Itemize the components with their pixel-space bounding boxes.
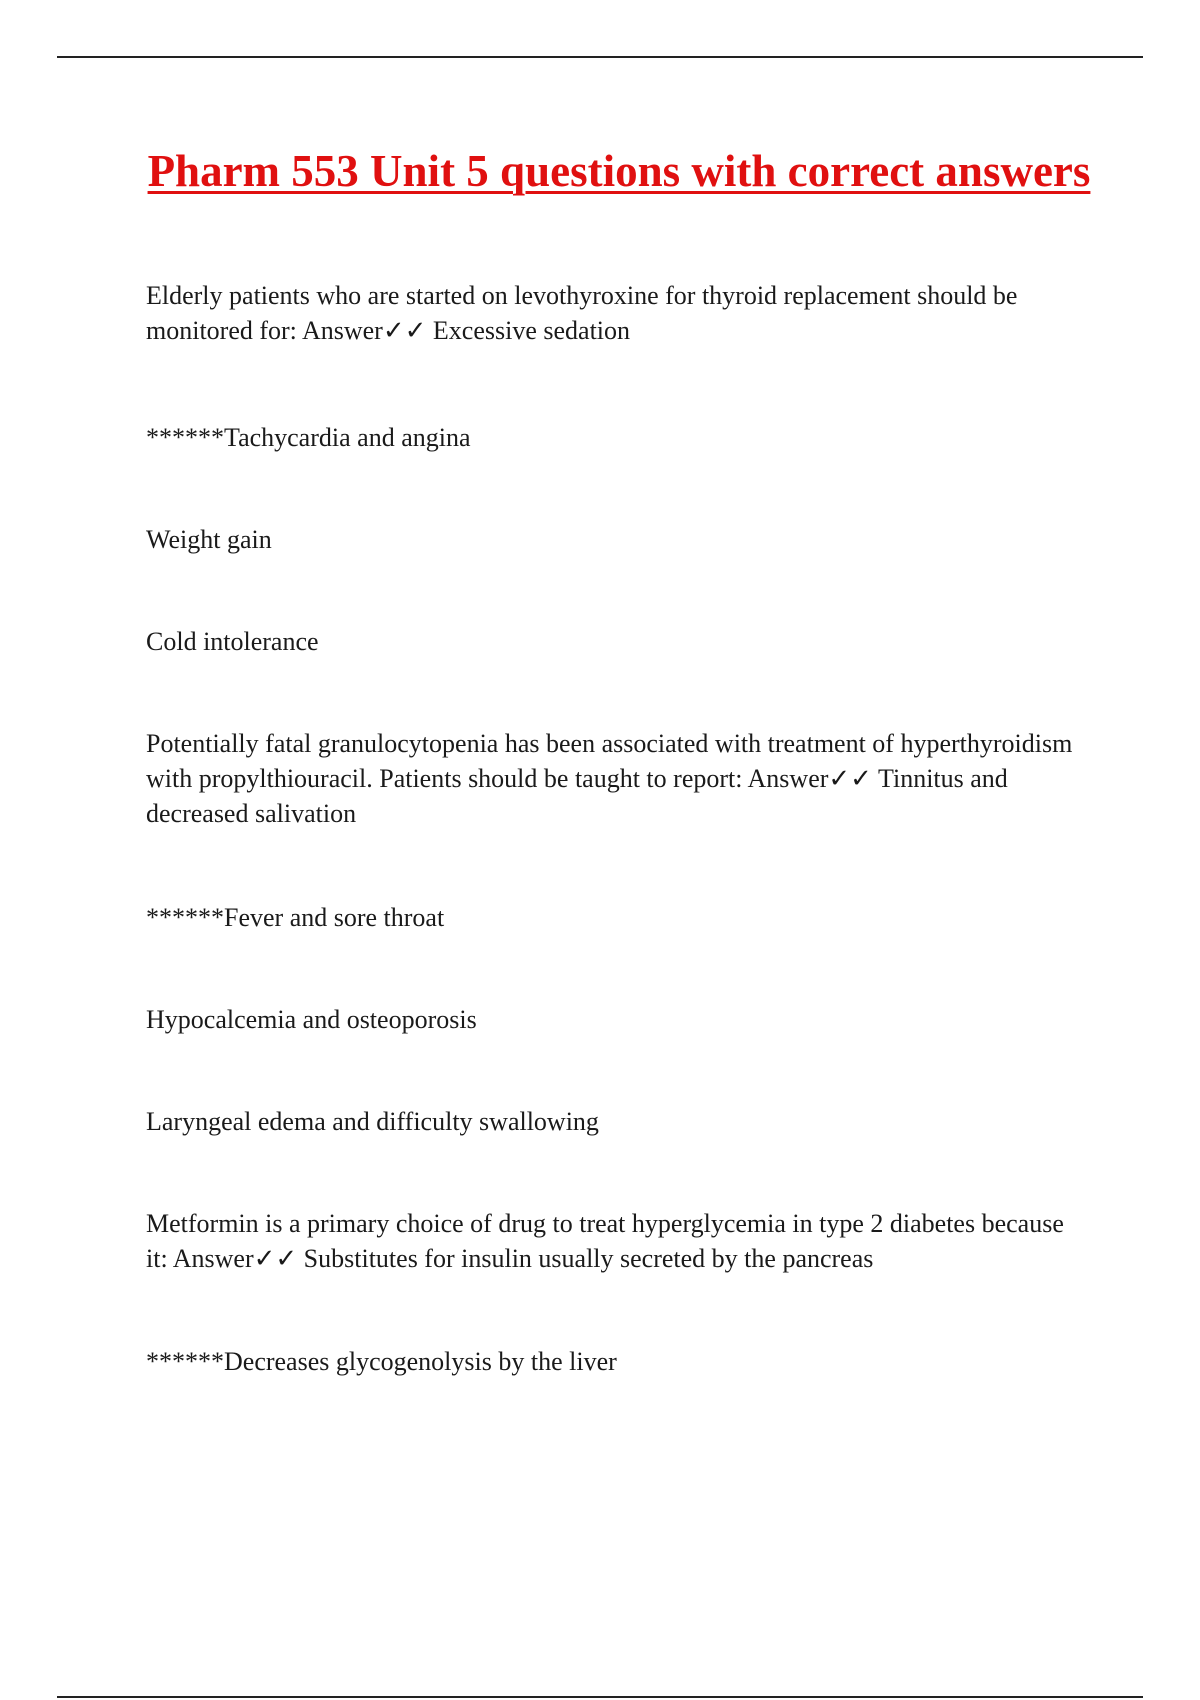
option-cold-intolerance: Cold intolerance — [146, 627, 319, 656]
question-2-text: Potentially fatal granulocytopenia has been associated with treatment of hyperthyroidism with propylthiouracil. Patients should be taught to report: Answer✓✓ Tinnitus and decreased salivation — [146, 729, 1073, 828]
top-divider — [57, 56, 1143, 58]
question-1-text: Elderly patients who are started on levothyroxine for thyroid replacement should be monitored for: Answer✓✓ Excessive sedation — [146, 281, 1018, 345]
option-laryngeal-edema: Laryngeal edema and difficulty swallowing — [146, 1107, 599, 1136]
option-fever-sore-throat: ******Fever and sore throat — [146, 903, 445, 932]
option-glycogenolysis: ******Decreases glycogenolysis by the liver — [146, 1347, 617, 1376]
bottom-divider — [57, 1696, 1143, 1698]
option-tachycardia: ******Tachycardia and angina — [146, 423, 471, 452]
option-weight-gain: Weight gain — [146, 525, 272, 554]
document-title: Pharm 553 Unit 5 questions with correct answers — [147, 146, 1091, 196]
option-hypocalcemia: Hypocalcemia and osteoporosis — [146, 1005, 477, 1034]
question-3-text: Metformin is a primary choice of drug to treat hyperglycemia in type 2 diabetes because it: Answer✓✓ Substitutes for insulin usually secreted by the pancreas — [146, 1209, 1064, 1273]
